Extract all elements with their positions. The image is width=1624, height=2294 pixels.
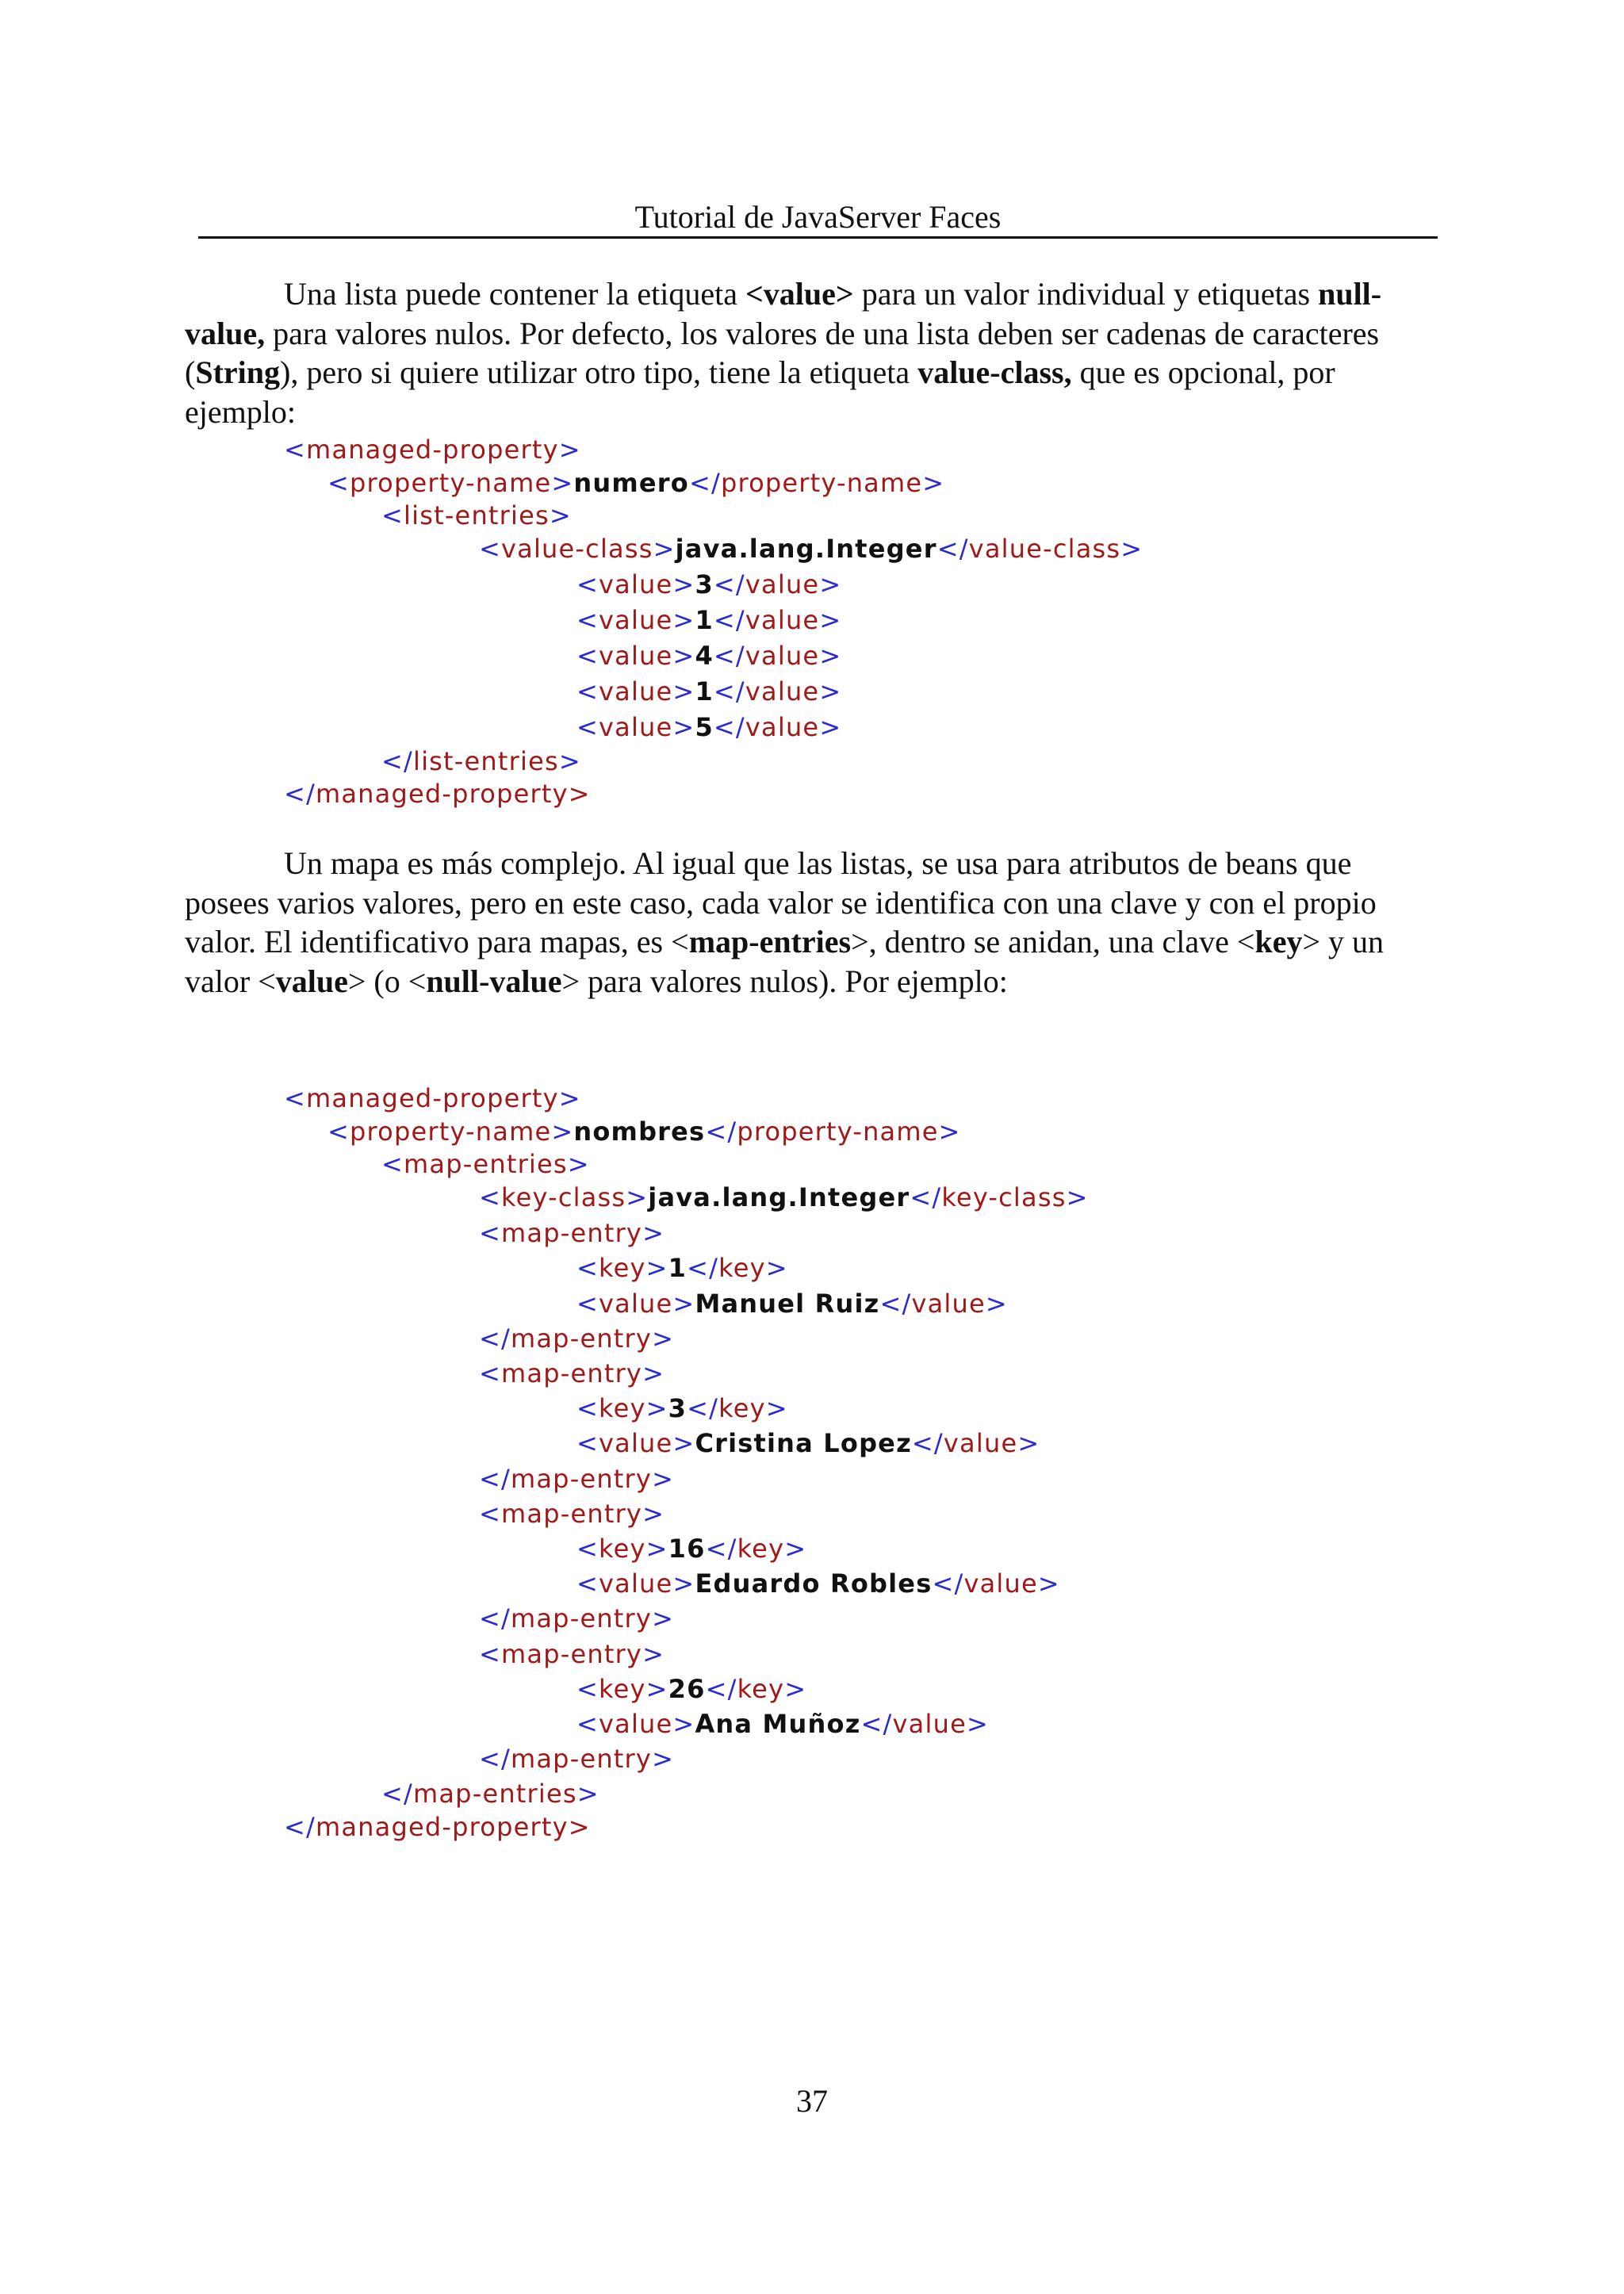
code-line: [576, 676, 841, 707]
code-bracket: >: [672, 712, 695, 742]
code-value: 1: [668, 1253, 688, 1283]
page-number: 37: [796, 2083, 828, 2119]
code-bracket: >: [672, 676, 695, 707]
code-tag-name: value: [745, 569, 820, 599]
code-tag-name: property-name: [720, 468, 923, 498]
code-bracket: >: [642, 1218, 665, 1248]
code-tag-name: map-entry: [511, 1323, 653, 1354]
code-tag-name: key: [737, 1534, 785, 1564]
code-tag-name: map-entry: [501, 1218, 643, 1248]
running-header: Tutorial de JavaServer Faces: [634, 199, 1002, 235]
code-line: [327, 468, 944, 498]
code-bracket: >: [672, 641, 695, 671]
code-tag-name: managed-property: [316, 779, 569, 809]
code-tag-name: key-class: [501, 1182, 626, 1212]
code-line: [479, 1358, 665, 1388]
code-bracket: >: [819, 641, 842, 671]
code-tag-name: value-class: [501, 534, 653, 564]
paragraph-map-intro: [185, 844, 1438, 1001]
code-bracket: >: [819, 605, 842, 635]
code-tag-name: map-entry: [511, 1603, 653, 1633]
code-bracket: </: [911, 1428, 944, 1458]
code-bracket: >: [626, 1182, 649, 1212]
code-bracket: <: [576, 641, 599, 671]
code-bracket: <: [576, 1428, 599, 1458]
code-bracket: </: [713, 712, 745, 742]
code-bracket: </: [284, 779, 316, 809]
code-line: [381, 746, 581, 776]
code-line: [576, 1253, 788, 1283]
code-bracket: >: [645, 1534, 668, 1564]
code-tag-name: value: [745, 641, 820, 671]
code-bracket: >: [645, 1393, 668, 1423]
code-bracket: >: [576, 1779, 599, 1809]
code-value: Manuel Ruiz: [695, 1289, 880, 1319]
code-bracket: >: [784, 1674, 807, 1704]
code-tag-name: value: [892, 1709, 967, 1739]
code-tag-name: value-class: [968, 534, 1121, 564]
code-line: [479, 534, 1143, 564]
code-bracket: >: [819, 569, 842, 599]
code-bracket: >: [551, 1116, 574, 1147]
code-bracket: >: [551, 468, 574, 498]
code-value: nombres: [573, 1116, 706, 1147]
code-bracket: >: [1037, 1568, 1060, 1599]
code-bracket: </: [705, 1674, 737, 1704]
code-line: [327, 1116, 961, 1147]
code-bracket: >: [819, 712, 842, 742]
code-bracket: </: [479, 1603, 511, 1633]
code-line: [576, 1709, 989, 1739]
code-tag-name: list-entries: [404, 500, 550, 530]
code-tag-name: property-name: [350, 1116, 552, 1147]
code-tag-name: key: [599, 1253, 646, 1283]
code-line: [284, 779, 591, 809]
code-tag-name: value: [599, 1428, 673, 1458]
code-bracket: >: [568, 779, 591, 809]
code-tag-name: map-entry: [511, 1464, 653, 1494]
paragraph-text: Un mapa es más complejo. Al igual que las listas, se usa para atributos de beans que posees varios valores, pero en este caso, cada valor se identifica con una clave y con el propio valor. El identificativo para mapas, es <map-entries>, dentro se anidan, una clave <key> y un valor <value> (o <null-value> para valores nulos). Por ejemplo:: [185, 845, 1385, 999]
code-block-list: [284, 435, 1143, 826]
code-tag-name: value: [599, 1568, 673, 1599]
code-value: Cristina Lopez: [695, 1428, 912, 1458]
code-bracket: >: [938, 1116, 961, 1147]
code-tag-name: value: [745, 712, 820, 742]
code-line: [479, 1182, 1089, 1212]
code-tag-name: key: [737, 1674, 785, 1704]
code-tag-name: value: [963, 1568, 1038, 1599]
code-tag-name: value: [599, 569, 673, 599]
code-line: [479, 1744, 674, 1774]
code-value: 16: [668, 1534, 706, 1564]
code-tag-name: value: [943, 1428, 1018, 1458]
code-tag-name: value: [745, 605, 820, 635]
code-line: [576, 1428, 1040, 1458]
code-bracket: </: [713, 641, 745, 671]
code-line: [479, 1603, 674, 1633]
code-bracket: <: [327, 1116, 350, 1147]
code-bracket: >: [652, 1323, 675, 1354]
code-line: [284, 435, 581, 465]
code-bracket: </: [860, 1709, 893, 1739]
code-tag-name: value: [599, 1709, 673, 1739]
code-bracket: >: [558, 746, 581, 776]
code-tag-name: value: [911, 1289, 986, 1319]
code-bracket: </: [479, 1323, 511, 1354]
code-bracket: <: [576, 1674, 599, 1704]
code-bracket: <: [479, 1499, 502, 1529]
code-bracket: >: [985, 1289, 1008, 1319]
code-tag-name: value: [599, 1289, 673, 1319]
code-bracket: <: [576, 1534, 599, 1564]
code-tag-name: map-entry: [511, 1744, 653, 1774]
code-tag-name: key: [718, 1253, 766, 1283]
code-bracket: >: [652, 1603, 675, 1633]
code-value: 3: [668, 1393, 688, 1423]
code-bracket: </: [879, 1289, 912, 1319]
code-bracket: <: [479, 1218, 502, 1248]
code-line: [479, 1464, 674, 1494]
code-line: [479, 1639, 665, 1669]
code-bracket: >: [765, 1253, 788, 1283]
code-value: 5: [695, 712, 714, 742]
code-bracket: >: [567, 1149, 590, 1179]
code-bracket: </: [705, 1534, 737, 1564]
code-bracket: </: [713, 676, 745, 707]
code-bracket: </: [381, 746, 413, 776]
code-tag-name: value: [745, 676, 820, 707]
code-bracket: </: [705, 1116, 737, 1147]
code-line: [576, 1534, 806, 1564]
code-bracket: </: [687, 1393, 719, 1423]
code-bracket: </: [688, 468, 721, 498]
code-bracket: </: [479, 1744, 511, 1774]
code-bracket: >: [652, 1744, 675, 1774]
code-line: [381, 1779, 599, 1809]
code-tag-name: value: [599, 605, 673, 635]
code-bracket: <: [576, 1289, 599, 1319]
code-line: [479, 1499, 665, 1529]
code-tag-name: key-class: [941, 1182, 1067, 1212]
code-bracket: >: [672, 1428, 695, 1458]
code-bracket: >: [672, 1289, 695, 1319]
code-line: [576, 712, 841, 742]
code-line: [381, 1149, 590, 1179]
code-bracket: </: [936, 534, 969, 564]
code-value: 26: [668, 1674, 706, 1704]
code-line: [284, 1812, 591, 1842]
code-bracket: </: [713, 605, 745, 635]
code-tag-name: key: [599, 1674, 646, 1704]
code-bracket: </: [479, 1464, 511, 1494]
code-line: [576, 1674, 806, 1704]
code-value: Ana Muñoz: [695, 1709, 861, 1739]
code-tag-name: map-entry: [501, 1358, 643, 1388]
code-bracket: <: [381, 500, 404, 530]
code-bracket: >: [642, 1499, 665, 1529]
code-bracket: >: [672, 1568, 695, 1599]
code-bracket: </: [932, 1568, 964, 1599]
paragraph-list-intro: [185, 274, 1438, 431]
code-tag-name: value: [599, 676, 673, 707]
code-bracket: <: [576, 569, 599, 599]
code-bracket: <: [479, 1639, 502, 1669]
code-bracket: <: [479, 1182, 502, 1212]
code-value: 1: [695, 605, 714, 635]
code-bracket: >: [765, 1393, 788, 1423]
code-bracket: >: [1017, 1428, 1040, 1458]
code-bracket: <: [284, 1083, 307, 1113]
code-bracket: <: [576, 1253, 599, 1283]
code-bracket: >: [642, 1358, 665, 1388]
code-bracket: >: [819, 676, 842, 707]
code-bracket: >: [568, 1812, 591, 1842]
code-line: [576, 1393, 788, 1423]
code-value: numero: [573, 468, 689, 498]
code-bracket: >: [672, 605, 695, 635]
code-bracket: >: [652, 1464, 675, 1494]
code-tag-name: key: [718, 1393, 766, 1423]
code-value: java.lang.Integer: [648, 1182, 910, 1212]
code-line: [479, 1218, 665, 1248]
code-bracket: >: [653, 534, 676, 564]
code-bracket: <: [284, 435, 307, 465]
code-tag-name: key: [599, 1393, 646, 1423]
code-tag-name: value: [599, 641, 673, 671]
code-line: [284, 1083, 581, 1113]
code-value: 1: [695, 676, 714, 707]
code-tag-name: key: [599, 1534, 646, 1564]
code-value: java.lang.Integer: [675, 534, 937, 564]
code-bracket: >: [922, 468, 945, 498]
code-bracket: >: [549, 500, 572, 530]
header-rule: [198, 236, 1438, 239]
code-bracket: </: [713, 569, 745, 599]
code-line: [576, 1289, 1008, 1319]
code-bracket: >: [784, 1534, 807, 1564]
code-block-map: [284, 1083, 1089, 1957]
code-bracket: <: [576, 1709, 599, 1739]
code-bracket: >: [558, 435, 581, 465]
code-bracket: >: [558, 1083, 581, 1113]
code-value: 4: [695, 641, 714, 671]
code-tag-name: property-name: [737, 1116, 939, 1147]
code-bracket: <: [576, 1393, 599, 1423]
code-bracket: >: [672, 1709, 695, 1739]
code-bracket: </: [381, 1779, 413, 1809]
code-tag-name: managed-property: [306, 1083, 559, 1113]
code-line: [381, 500, 572, 530]
code-value: 3: [695, 569, 714, 599]
code-bracket: >: [645, 1674, 668, 1704]
code-value: Eduardo Robles: [695, 1568, 933, 1599]
code-bracket: <: [381, 1149, 404, 1179]
code-line: [576, 641, 841, 671]
code-tag-name: property-name: [350, 468, 552, 498]
code-bracket: <: [327, 468, 350, 498]
code-bracket: </: [687, 1253, 719, 1283]
code-tag-name: map-entries: [413, 1779, 577, 1809]
code-line: [576, 605, 841, 635]
paragraph-text: Una lista puede contener la etiqueta <value> para un valor individual y etiquetas null-value, para valores nulos. Por defecto, los valores de una lista deben ser cadenas de caracteres (String), pero si quiere utilizar otro tipo, tiene la etiqueta value-class, que es opcional, por ejemplo:: [185, 276, 1382, 430]
code-tag-name: map-entry: [501, 1499, 643, 1529]
code-tag-name: map-entries: [404, 1149, 568, 1179]
code-bracket: <: [479, 534, 502, 564]
code-tag-name: managed-property: [306, 435, 559, 465]
code-line: [576, 569, 841, 599]
code-bracket: >: [642, 1639, 665, 1669]
code-bracket: >: [966, 1709, 989, 1739]
code-bracket: >: [672, 569, 695, 599]
code-tag-name: map-entry: [501, 1639, 643, 1669]
code-bracket: <: [479, 1358, 502, 1388]
code-bracket: <: [576, 605, 599, 635]
code-bracket: >: [1120, 534, 1143, 564]
code-bracket: >: [645, 1253, 668, 1283]
code-tag-name: value: [599, 712, 673, 742]
code-bracket: </: [910, 1182, 942, 1212]
code-tag-name: managed-property: [316, 1812, 569, 1842]
code-line: [479, 1323, 674, 1354]
code-bracket: >: [1066, 1182, 1089, 1212]
code-bracket: <: [576, 1568, 599, 1599]
code-bracket: <: [576, 676, 599, 707]
code-bracket: </: [284, 1812, 316, 1842]
code-tag-name: list-entries: [413, 746, 559, 776]
code-line: [576, 1568, 1060, 1599]
code-bracket: <: [576, 712, 599, 742]
